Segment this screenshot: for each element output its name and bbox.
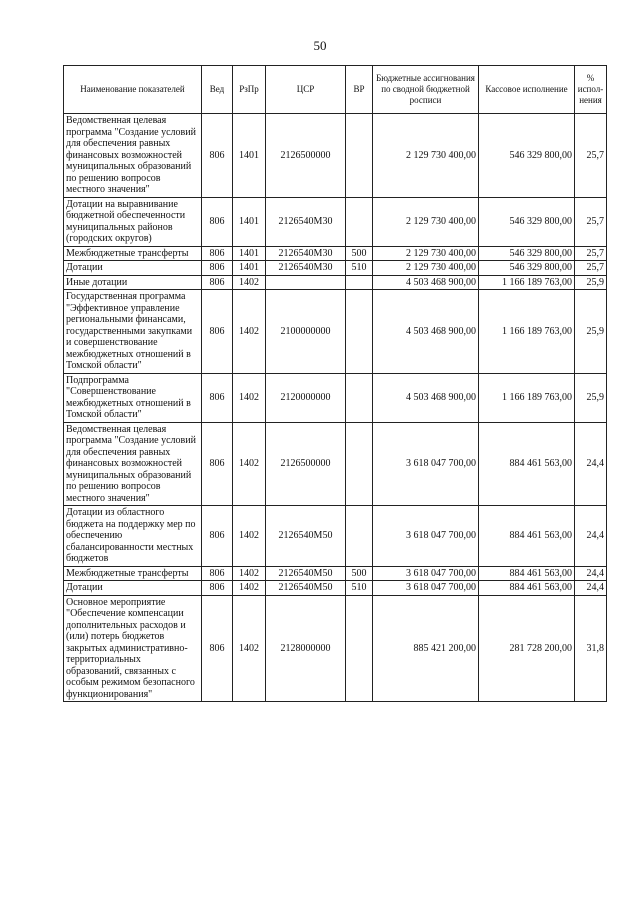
cell-name: Ведомственная целевая программа "Создание условий для обеспечения равных финансовых возможностей муниципальных образований по решению вопросов местного значения"	[64, 422, 202, 506]
cell-ved: 806	[202, 566, 233, 581]
cell-assign: 4 503 468 900,00	[373, 373, 479, 422]
cell-exec: 546 329 800,00	[479, 246, 575, 261]
cell-rzpr: 1402	[233, 595, 266, 702]
cell-ved: 806	[202, 581, 233, 596]
cell-csr: 2126500000	[266, 114, 346, 198]
cell-vr	[346, 422, 373, 506]
cell-rzpr: 1401	[233, 261, 266, 276]
cell-name: Дотации на выравнивание бюджетной обеспеченности муниципальных районов (городских округов)	[64, 197, 202, 246]
cell-ved: 806	[202, 275, 233, 290]
cell-assign: 2 129 730 400,00	[373, 114, 479, 198]
cell-exec: 1 166 189 763,00	[479, 275, 575, 290]
cell-csr: 2126540М30	[266, 197, 346, 246]
cell-exec: 546 329 800,00	[479, 197, 575, 246]
cell-ved: 806	[202, 595, 233, 702]
cell-vr	[346, 197, 373, 246]
cell-name: Иные дотации	[64, 275, 202, 290]
table-row	[64, 114, 607, 198]
cell-vr	[346, 506, 373, 567]
cell-vr	[346, 373, 373, 422]
header-vr: ВР	[346, 66, 373, 114]
cell-assign: 2 129 730 400,00	[373, 261, 479, 276]
cell-rzpr: 1401	[233, 114, 266, 198]
cell-exec: 1 166 189 763,00	[479, 373, 575, 422]
cell-assign: 3 618 047 700,00	[373, 581, 479, 596]
cell-exec: 546 329 800,00	[479, 261, 575, 276]
cell-csr: 2126540М30	[266, 261, 346, 276]
budget-table	[63, 65, 607, 702]
cell-pct: 25,9	[575, 290, 607, 374]
cell-vr: 510	[346, 261, 373, 276]
cell-rzpr: 1402	[233, 422, 266, 506]
cell-csr: 2100000000	[266, 290, 346, 374]
table-row	[64, 506, 607, 567]
cell-ved: 806	[202, 290, 233, 374]
cell-name: Основное мероприятие "Обеспечение компенсации дополнительных расходов и (или) потерь бюджетов закрытых административно-территориальных образований, связанных с особым режимом безопасного функционирования"	[64, 595, 202, 702]
header-ved: Вед	[202, 66, 233, 114]
cell-vr: 510	[346, 581, 373, 596]
header-rzpr: РзПр	[233, 66, 266, 114]
cell-exec: 281 728 200,00	[479, 595, 575, 702]
cell-name: Ведомственная целевая программа "Создание условий для обеспечения равных финансовых возможностей муниципальных образований по решению вопросов местного значения"	[64, 114, 202, 198]
cell-assign: 2 129 730 400,00	[373, 246, 479, 261]
table-row	[64, 290, 607, 374]
cell-csr: 2126540М50	[266, 581, 346, 596]
cell-csr: 2126500000	[266, 422, 346, 506]
header-exec: Кассовое исполнение	[479, 66, 575, 114]
cell-csr: 2128000000	[266, 595, 346, 702]
cell-ved: 806	[202, 246, 233, 261]
cell-name: Дотации	[64, 581, 202, 596]
cell-assign: 4 503 468 900,00	[373, 290, 479, 374]
header-pct: % испол-нения	[575, 66, 607, 114]
cell-pct: 25,7	[575, 197, 607, 246]
cell-pct: 25,7	[575, 261, 607, 276]
cell-vr	[346, 290, 373, 374]
cell-exec: 1 166 189 763,00	[479, 290, 575, 374]
cell-csr	[266, 275, 346, 290]
table-row	[64, 581, 607, 596]
table-row	[64, 566, 607, 581]
table-row	[64, 373, 607, 422]
header-row	[64, 66, 607, 114]
cell-assign: 4 503 468 900,00	[373, 275, 479, 290]
cell-exec: 546 329 800,00	[479, 114, 575, 198]
cell-exec: 884 461 563,00	[479, 566, 575, 581]
cell-assign: 3 618 047 700,00	[373, 566, 479, 581]
header-name: Наименование показателей	[64, 66, 202, 114]
cell-rzpr: 1402	[233, 506, 266, 567]
cell-csr: 2126540М30	[266, 246, 346, 261]
cell-pct: 25,9	[575, 275, 607, 290]
cell-name: Подпрограмма "Совершенствование межбюджетных отношений в Томской области"	[64, 373, 202, 422]
cell-vr	[346, 114, 373, 198]
cell-pct: 24,4	[575, 581, 607, 596]
cell-exec: 884 461 563,00	[479, 581, 575, 596]
table-row	[64, 261, 607, 276]
cell-rzpr: 1402	[233, 581, 266, 596]
cell-rzpr: 1402	[233, 373, 266, 422]
cell-name: Дотации	[64, 261, 202, 276]
table-row	[64, 422, 607, 506]
cell-pct: 24,4	[575, 506, 607, 567]
cell-csr: 2120000000	[266, 373, 346, 422]
cell-name: Межбюджетные трансферты	[64, 566, 202, 581]
cell-rzpr: 1402	[233, 275, 266, 290]
cell-vr: 500	[346, 566, 373, 581]
cell-ved: 806	[202, 422, 233, 506]
cell-ved: 806	[202, 197, 233, 246]
cell-rzpr: 1402	[233, 290, 266, 374]
cell-rzpr: 1402	[233, 566, 266, 581]
cell-assign: 3 618 047 700,00	[373, 422, 479, 506]
cell-vr: 500	[346, 246, 373, 261]
table-row	[64, 595, 607, 702]
cell-pct: 31,8	[575, 595, 607, 702]
table-row	[64, 246, 607, 261]
cell-csr: 2126540М50	[266, 566, 346, 581]
cell-name: Межбюджетные трансферты	[64, 246, 202, 261]
cell-rzpr: 1401	[233, 246, 266, 261]
cell-exec: 884 461 563,00	[479, 506, 575, 567]
cell-pct: 25,7	[575, 114, 607, 198]
header-assign: Бюджетные ассигнования по сводной бюджетной росписи	[373, 66, 479, 114]
cell-name: Дотации из областного бюджета на поддержку мер по обеспечению сбалансированности местных бюджетов	[64, 506, 202, 567]
cell-exec: 884 461 563,00	[479, 422, 575, 506]
cell-csr: 2126540М50	[266, 506, 346, 567]
cell-ved: 806	[202, 261, 233, 276]
table-row	[64, 197, 607, 246]
cell-pct: 25,7	[575, 246, 607, 261]
cell-ved: 806	[202, 506, 233, 567]
cell-assign: 3 618 047 700,00	[373, 506, 479, 567]
cell-pct: 25,9	[575, 373, 607, 422]
header-csr: ЦСР	[266, 66, 346, 114]
cell-ved: 806	[202, 373, 233, 422]
cell-assign: 2 129 730 400,00	[373, 197, 479, 246]
cell-rzpr: 1401	[233, 197, 266, 246]
cell-pct: 24,4	[575, 422, 607, 506]
table-row	[64, 275, 607, 290]
cell-vr	[346, 595, 373, 702]
cell-pct: 24,4	[575, 566, 607, 581]
cell-ved: 806	[202, 114, 233, 198]
cell-vr	[346, 275, 373, 290]
cell-assign: 885 421 200,00	[373, 595, 479, 702]
cell-name: Государственная программа "Эффективное управление региональными финансами, государственными закупками и совершенствование межбюджетных отношений в Томской области"	[64, 290, 202, 374]
page-number: 50	[313, 38, 327, 53]
